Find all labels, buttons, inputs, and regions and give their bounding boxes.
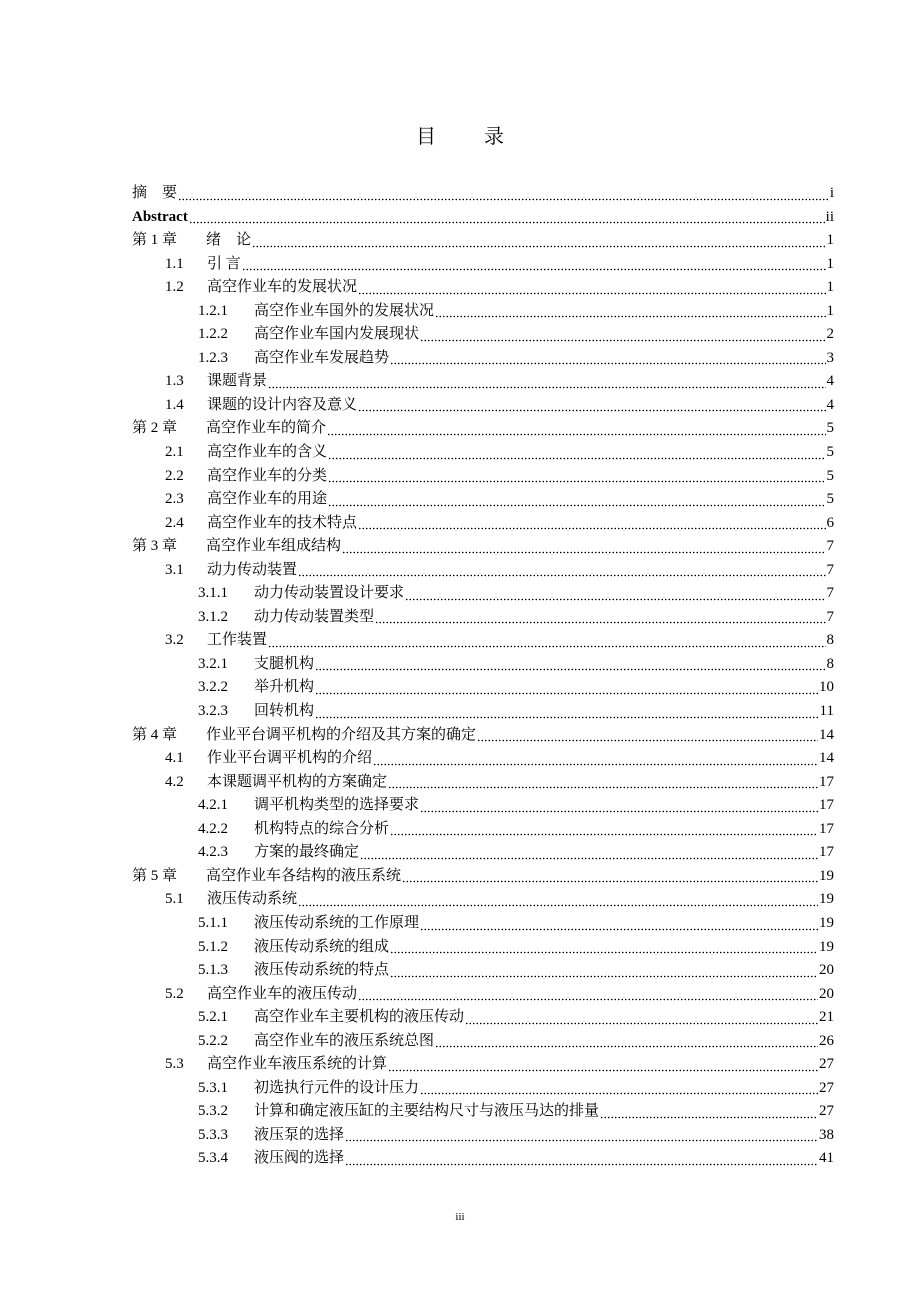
toc-entry-page: 6 (826, 514, 834, 531)
dot-leader (315, 701, 819, 719)
toc-entry-title: 高空作业车发展趋势 (254, 349, 390, 366)
dot-leader (268, 630, 825, 648)
toc-entry-page: 1 (826, 232, 834, 249)
toc-entry-page: 5 (826, 420, 834, 437)
toc-entry[interactable] (132, 488, 834, 512)
dot-leader (328, 465, 825, 483)
toc-entry-number: 3.2.1 (198, 655, 228, 672)
toc-entry-title: 高空作业车的简介 (206, 420, 327, 437)
toc-entry-title: 液压传动系统的组成 (254, 938, 390, 955)
toc-entry-number: 5.3 (165, 1056, 184, 1073)
toc-entry[interactable] (132, 841, 834, 865)
toc-entry[interactable] (132, 441, 834, 465)
toc-entry[interactable] (132, 724, 834, 748)
toc-entry-page: 14 (819, 750, 834, 767)
dot-leader (388, 1054, 818, 1072)
toc-entry-title: 高空作业车组成结构 (206, 538, 342, 555)
dot-leader (178, 183, 829, 201)
toc-entry-page: 21 (819, 1009, 834, 1026)
dot-leader (298, 889, 818, 907)
toc-entry-page: 5 (826, 444, 834, 461)
toc-entry-number: 3.2.2 (198, 679, 228, 696)
toc-entry-number: 3.1 (165, 561, 184, 578)
toc-entry-title: 调平机构类型的选择要求 (254, 797, 420, 814)
toc-entry-title: 回转机构 (254, 703, 315, 720)
dot-leader (328, 442, 825, 460)
toc-entry-page: 8 (826, 655, 834, 672)
toc-entry-number: 4.2.2 (198, 820, 228, 837)
toc-entry-page: 5 (826, 491, 834, 508)
toc-entry-title: 初选执行元件的设计压力 (254, 1079, 420, 1096)
toc-entry[interactable] (132, 276, 834, 300)
toc-entry-title: 支腿机构 (254, 655, 315, 672)
toc-entry-title: 高空作业车国外的发展状况 (254, 302, 435, 319)
toc-entry[interactable] (132, 1030, 834, 1054)
toc-entry-page: 1 (826, 255, 834, 272)
dot-leader (358, 394, 825, 412)
toc-entry-page: 7 (826, 538, 834, 555)
dot-leader (360, 842, 818, 860)
toc-entry-number: 1.2.3 (198, 349, 228, 366)
toc-entry-number: 3.2 (165, 632, 184, 649)
toc-entry[interactable] (132, 1100, 834, 1124)
dot-leader (390, 347, 825, 365)
toc-entry-page: 8 (826, 632, 834, 649)
toc-entry[interactable] (132, 559, 834, 583)
toc-entry-number: 第 5 章 (132, 867, 178, 884)
toc-entry[interactable] (132, 512, 834, 536)
toc-entry-page: 1 (826, 302, 834, 319)
toc-entry[interactable] (132, 959, 834, 983)
dot-leader (242, 253, 826, 271)
toc-entry-page: 7 (826, 608, 834, 625)
toc-entry[interactable] (132, 888, 834, 912)
toc-entry[interactable] (132, 370, 834, 394)
toc-entry-number: 第 3 章 (132, 538, 178, 555)
toc-entry-page: 19 (819, 891, 834, 908)
toc-entry-number: 5.1.1 (198, 914, 228, 931)
dot-leader (358, 512, 825, 530)
toc-entry-page: 26 (819, 1032, 834, 1049)
toc-entry[interactable] (132, 606, 834, 630)
toc-entry-title: 高空作业车主要机构的液压传动 (254, 1009, 465, 1026)
toc-entry-number: 5.3.2 (198, 1103, 228, 1120)
dot-leader (342, 536, 825, 554)
dot-leader (327, 418, 825, 436)
toc-entry-page: 27 (819, 1103, 834, 1120)
toc-entry-title: 举升机构 (254, 679, 315, 696)
dot-leader (405, 583, 825, 601)
page-title: 目 录 (416, 124, 518, 148)
dot-leader (390, 960, 818, 978)
toc-entry-page: 11 (819, 703, 834, 720)
toc-entry-number: 1.2.1 (198, 302, 228, 319)
toc-entry-title: 液压阀的选择 (254, 1150, 345, 1167)
toc-entry-number: 1.2.2 (198, 326, 228, 343)
dot-leader (298, 559, 825, 577)
toc-entry-page: 17 (819, 844, 834, 861)
dot-leader (358, 277, 825, 295)
dot-leader (420, 795, 818, 813)
toc-entry-number: 4.1 (165, 750, 184, 767)
toc-entry-number: 3.1.2 (198, 608, 228, 625)
toc-entry-title: 高空作业车的分类 (207, 467, 328, 484)
toc-entry-title: 作业平台调平机构的介绍 (207, 750, 373, 767)
toc-entry-number: 5.3.3 (198, 1126, 228, 1143)
toc-entry[interactable] (132, 1124, 834, 1148)
toc-entry-number: 5.1 (165, 891, 184, 908)
toc-entry-page: 19 (819, 938, 834, 955)
toc-entry-page: 27 (819, 1056, 834, 1073)
toc-entry-number: 2.3 (165, 491, 184, 508)
toc-entry-title: 高空作业车国内发展现状 (254, 326, 420, 343)
toc-entry-page: 20 (819, 962, 834, 979)
toc-entry-page: 1 (826, 279, 834, 296)
toc-entry[interactable] (132, 1077, 834, 1101)
toc-entry-number: 5.1.2 (198, 938, 228, 955)
toc-entry-number: 3.2.3 (198, 703, 228, 720)
toc-entry[interactable] (132, 983, 834, 1007)
dot-leader (420, 913, 818, 931)
toc-entry-number: 1.3 (165, 373, 184, 390)
toc-entry-title: 高空作业车的液压系统总图 (254, 1032, 435, 1049)
dot-leader (435, 300, 825, 318)
toc-entry-number: 1.2 (165, 279, 184, 296)
dot-leader (345, 1124, 818, 1142)
dot-leader (420, 324, 825, 342)
toc-entry[interactable] (132, 747, 834, 771)
dot-leader (477, 724, 818, 742)
toc-entry[interactable] (132, 465, 834, 489)
toc-entry-page: 7 (826, 585, 834, 602)
toc-entry-number: 5.3.4 (198, 1150, 228, 1167)
dot-leader (402, 865, 818, 883)
toc-entry-number: 5.2 (165, 985, 184, 1002)
toc-entry[interactable] (132, 206, 834, 230)
dot-leader (358, 983, 818, 1001)
dot-leader (252, 230, 825, 248)
toc-entry-title: 工作装置 (207, 632, 268, 649)
toc-entry[interactable] (132, 936, 834, 960)
toc-entry-page: 17 (819, 797, 834, 814)
table-of-contents (132, 182, 834, 1171)
toc-entry-number: 4.2.3 (198, 844, 228, 861)
toc-entry-page: 4 (826, 396, 834, 413)
toc-entry-page: 27 (819, 1079, 834, 1096)
page-number: iii (455, 1211, 465, 1223)
toc-entry[interactable] (132, 229, 834, 253)
toc-entry-number: 2.1 (165, 444, 184, 461)
dot-leader (465, 1007, 818, 1025)
dot-leader (390, 818, 818, 836)
dot-leader (328, 489, 825, 507)
dot-leader (345, 1148, 818, 1166)
toc-entry-number: 4.2 (165, 773, 184, 790)
toc-entry-number: 第 4 章 (132, 726, 178, 743)
toc-entry-page: 41 (819, 1150, 834, 1167)
dot-leader (315, 677, 818, 695)
toc-entry-page: 17 (819, 773, 834, 790)
toc-entry[interactable] (132, 700, 834, 724)
toc-entry[interactable] (132, 771, 834, 795)
toc-entry-number: 5.3.1 (198, 1079, 228, 1096)
dot-leader (600, 1101, 818, 1119)
dot-leader (373, 748, 818, 766)
toc-entry-title: 作业平台调平机构的介绍及其方案的确定 (206, 726, 477, 743)
dot-leader (390, 936, 818, 954)
toc-entry-page: 17 (819, 820, 834, 837)
toc-entry-title: 高空作业车的发展状况 (207, 279, 358, 296)
toc-entry-number: 3.1.1 (198, 585, 228, 602)
toc-entry-number: 1.1 (165, 255, 184, 272)
toc-entry-title: 机构特点的综合分析 (254, 820, 390, 837)
toc-entry-title: 动力传动装置 (207, 561, 298, 578)
toc-entry-title: 方案的最终确定 (254, 844, 360, 861)
toc-entry-title: 高空作业车的技术特点 (207, 514, 358, 531)
toc-entry[interactable] (132, 912, 834, 936)
toc-entry-number: 第 1 章 (132, 232, 178, 249)
toc-entry[interactable] (132, 865, 834, 889)
toc-entry[interactable] (132, 417, 834, 441)
toc-entry-page: 5 (826, 467, 834, 484)
toc-entry[interactable] (132, 253, 834, 277)
toc-entry[interactable] (132, 1053, 834, 1077)
toc-entry[interactable] (132, 535, 834, 559)
toc-entry-page: 7 (826, 561, 834, 578)
toc-entry-page: 2 (826, 326, 834, 343)
toc-entry-title: 本课题调平机构的方案确定 (207, 773, 388, 790)
dot-leader (315, 653, 825, 671)
toc-entry-title: Abstract (132, 208, 188, 225)
toc-entry[interactable] (132, 300, 834, 324)
toc-entry-title: 动力传动装置设计要求 (254, 585, 405, 602)
toc-entry-title: 引 言 (207, 255, 241, 272)
toc-entry-page: 19 (819, 867, 834, 884)
toc-entry[interactable] (132, 676, 834, 700)
toc-entry-number: 5.2.1 (198, 1009, 228, 1026)
toc-entry[interactable] (132, 347, 834, 371)
toc-entry-page: 3 (826, 349, 834, 366)
toc-entry-number: 1.4 (165, 396, 184, 413)
toc-entry-title: 高空作业车液压系统的计算 (207, 1056, 388, 1073)
toc-entry-number: 2.4 (165, 514, 184, 531)
toc-entry-title: 高空作业车的液压传动 (207, 985, 358, 1002)
toc-entry-title: 液压泵的选择 (254, 1126, 345, 1143)
toc-entry[interactable] (132, 629, 834, 653)
toc-entry-page: 19 (819, 914, 834, 931)
dot-leader (375, 606, 825, 624)
toc-entry[interactable] (132, 818, 834, 842)
toc-entry-title: 计算和确定液压缸的主要结构尺寸与液压马达的排量 (254, 1103, 600, 1120)
toc-entry[interactable] (132, 323, 834, 347)
dot-leader (189, 206, 825, 224)
dot-leader (268, 371, 825, 389)
dot-leader (420, 1077, 818, 1095)
toc-entry-title: 摘 要 (132, 185, 178, 201)
toc-entry-title: 绪 论 (206, 232, 252, 249)
toc-entry-title: 课题的设计内容及意义 (207, 396, 358, 413)
toc-entry-page: 20 (819, 985, 834, 1002)
toc-entry[interactable] (132, 182, 834, 206)
toc-entry-title: 动力传动装置类型 (254, 608, 375, 625)
toc-entry-title: 高空作业车各结构的液压系统 (206, 867, 402, 884)
toc-entry-page: i (829, 185, 834, 201)
toc-entry[interactable] (132, 394, 834, 418)
toc-entry-title: 高空作业车的用途 (207, 491, 328, 508)
toc-entry-page: 10 (819, 679, 834, 696)
dot-leader (388, 771, 818, 789)
toc-entry[interactable] (132, 1147, 834, 1171)
toc-entry[interactable] (132, 794, 834, 818)
toc-entry-title: 高空作业车的含义 (207, 444, 328, 461)
dot-leader (435, 1030, 818, 1048)
toc-entry-number: 5.1.3 (198, 962, 228, 979)
toc-entry[interactable] (132, 582, 834, 606)
toc-entry-page: 4 (826, 373, 834, 390)
toc-entry-page: 38 (819, 1126, 834, 1143)
toc-entry-number: 2.2 (165, 467, 184, 484)
toc-entry-title: 液压传动系统 (207, 891, 298, 908)
toc-entry-title: 液压传动系统的工作原理 (254, 914, 420, 931)
toc-entry-page: ii (825, 208, 834, 225)
toc-entry-number: 5.2.2 (198, 1032, 228, 1049)
toc-entry-title: 液压传动系统的特点 (254, 962, 390, 979)
toc-entry[interactable] (132, 653, 834, 677)
toc-entry-page: 14 (819, 726, 834, 743)
toc-entry-number: 4.2.1 (198, 797, 228, 814)
toc-entry-title: 课题背景 (207, 373, 268, 390)
toc-entry[interactable] (132, 1006, 834, 1030)
toc-entry-number: 第 2 章 (132, 420, 178, 437)
